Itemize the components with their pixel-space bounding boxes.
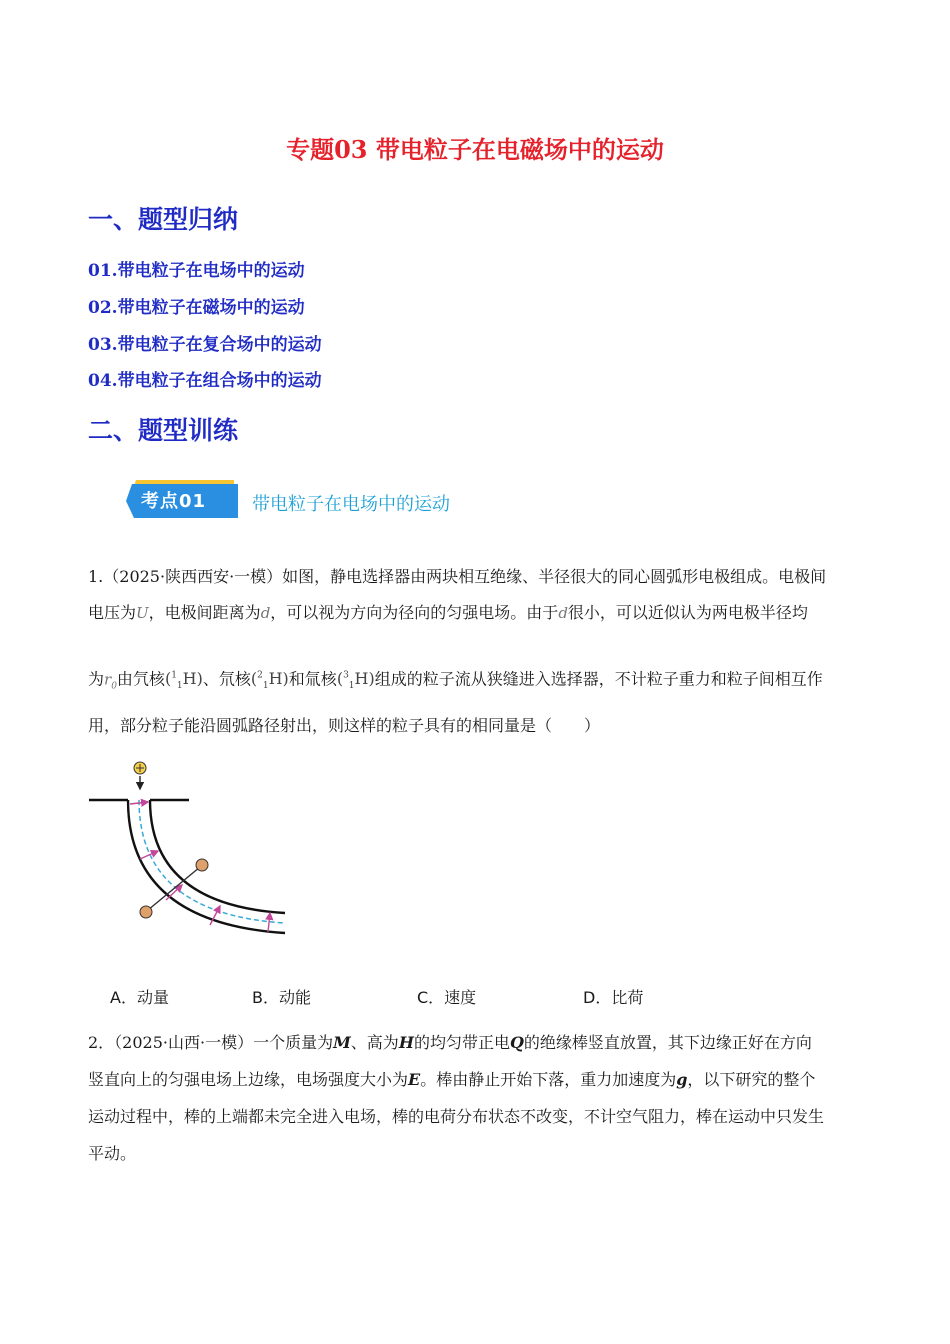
badge-label: 考点01 — [141, 491, 207, 512]
q1-line3: 为$r_0$由氕核($^1_1$H)、氘核($^2_1$H)和氚核($^3_1$H)组成的粒子流从狭缝进入选择器，不计粒子重力和粒子间相互作 — [88, 669, 823, 692]
option-b[interactable]: B．动能 — [252, 988, 311, 1007]
q1-line4: 用，部分粒子能沿圆弧路径射出，则这样的粒子具有的相同量是（ ） — [88, 716, 601, 735]
isotope-deuterium: ($^2_1$H) — [250, 669, 289, 692]
option-a[interactable]: A．动量 — [110, 988, 169, 1007]
option-c[interactable]: C．速度 — [417, 988, 477, 1007]
electrostatic-selector-figure — [86, 755, 296, 955]
page-title: 专题03 带电粒子在电磁场中的运动 — [286, 135, 664, 164]
q2-line4: 平动。 — [88, 1144, 137, 1163]
q2-line2: 竖直向上的匀强电场上边缘，电场强度大小为E。棒由静止开始下落，重力加速度为g，以下研究的整个 — [88, 1070, 816, 1089]
toc-item-1[interactable]: 01.带电粒子在电场中的运动 — [88, 261, 305, 281]
section-heading-training: 二、题型训练 — [88, 416, 239, 445]
q2-line1: 2．（2025·山西·一模）一个质量为M、高为H的均匀带正电Q的绝缘棒竖直放置，其下边缘正好在方向 — [88, 1033, 812, 1052]
badge-title: 带电粒子在电场中的运动 — [252, 494, 450, 515]
isotope-protium: ($^1_1$H) — [164, 669, 203, 692]
section-heading-summary: 一、题型归纳 — [88, 205, 239, 234]
q1-line2: 电压为U，电极间距离为d，可以视为方向为径向的匀强电场。由于d很小，可以近似认为两电极半径均 — [88, 603, 808, 622]
toc-item-3[interactable]: 03.带电粒子在复合场中的运动 — [88, 335, 322, 355]
q2-line3: 运动过程中，棒的上端都未完全进入电场，棒的电荷分布状态不改变，不计空气阻力，棒在运动中只发生 — [88, 1107, 825, 1126]
toc-item-2[interactable]: 02.带电粒子在磁场中的运动 — [88, 298, 305, 318]
toc-item-4[interactable]: 04.带电粒子在组合场中的运动 — [88, 371, 322, 391]
isotope-tritium: ($^3_1$H) — [336, 669, 375, 692]
q1-line1: 1.（2025·陕西西安·一模）如图，静电选择器由两块相互绝缘、半径很大的同心圆弧形电极组成。电极间 — [88, 567, 827, 586]
option-d[interactable]: D．比荷 — [583, 988, 644, 1007]
